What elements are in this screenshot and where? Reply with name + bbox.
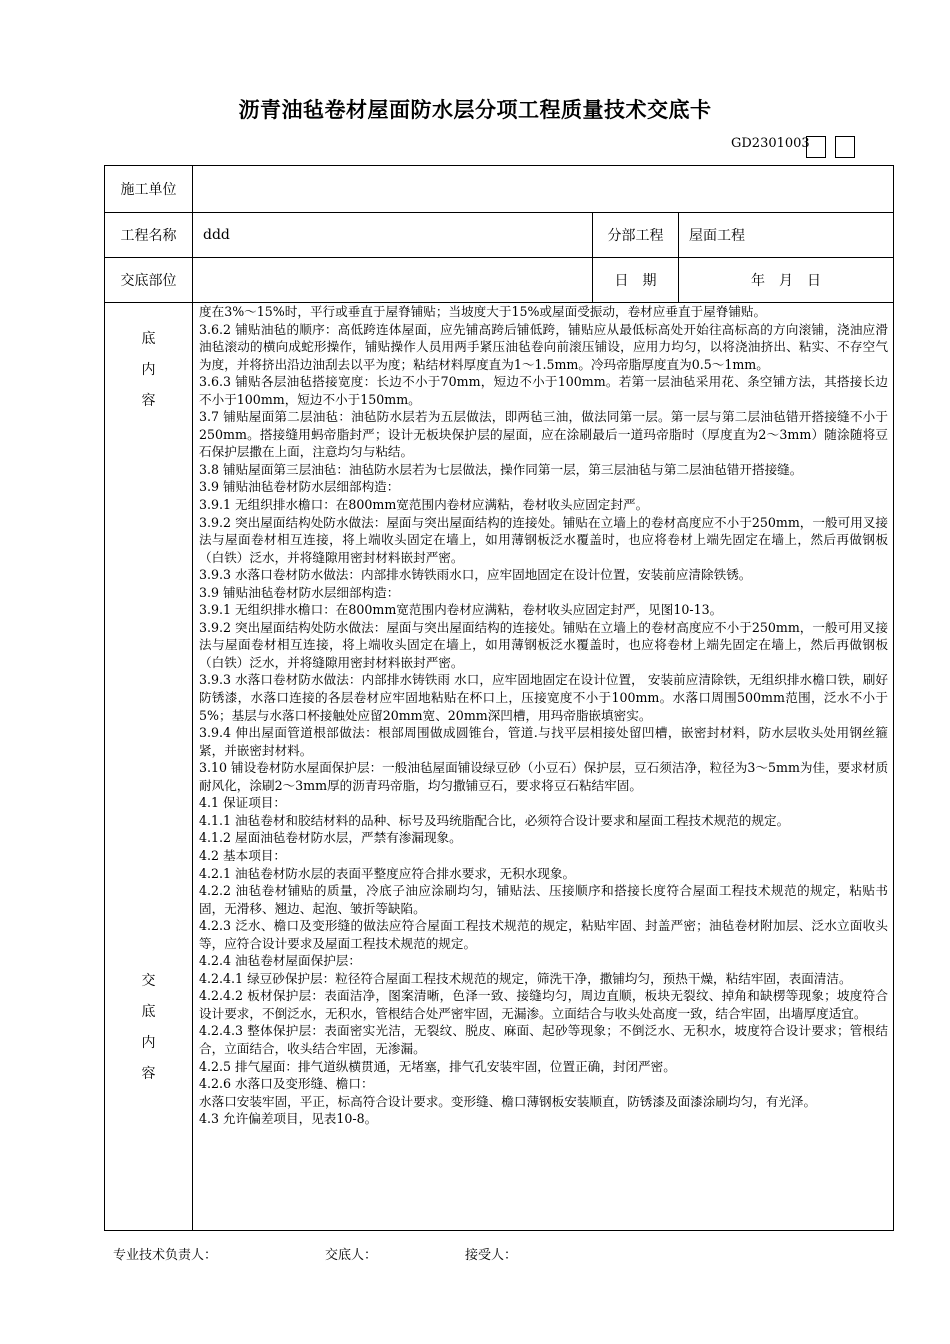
side-char: 内 xyxy=(141,1035,156,1051)
content-paragraph: 4.3 允许偏差项目，见表10-8。 xyxy=(199,1111,378,1127)
content-paragraph: 3.9.2 突出屋面结构处防水做法：屋面与突出屋面结构的连接处。铺贴在立墙上的卷材高度应不小于250mm，一般可用叉接法与屋面卷材相互连接，将上端收头固定在墙上，如用薄钢板泛水覆盖时，也应将卷材上端先固定在墙上，然后再做钢板（白铁）泛水，并将缝隙用密封材料嵌封严密。 xyxy=(199,514,889,565)
part-value[interactable] xyxy=(193,258,593,303)
content-paragraph: 4.1.1 油毡卷材和胶结材料的品种、标号及玛统脂配合比，必须符合设计要求和屋面工程技术规范的规定。 xyxy=(199,812,790,828)
content-paragraph: 3.8 铺贴屋面第三层油毡：油毡防水层若为七层做法，操作同第一层，第三层油毡与第二层油毡错开搭接缝。 xyxy=(199,461,803,477)
content-paragraph: 4.2.1 油毡卷材防水层的表面平整度应符合排水要求，无积水现象。 xyxy=(199,865,576,881)
content-paragraph: 3.9.1 无组织排水檐口：在800mm宽范围内卷材应满粘，卷材收头应固定封严，见图10-13。 xyxy=(199,602,723,618)
row-construction-unit xyxy=(105,166,894,213)
unit-value[interactable] xyxy=(193,166,894,213)
code-checkbox-1[interactable] xyxy=(806,136,826,158)
content-paragraph: 4.1 保证项目： xyxy=(199,795,287,811)
row-project xyxy=(105,213,894,258)
content-paragraph: 4.2.4.3 整体保护层：表面密实光洁，无裂纹、脱皮、麻面、起砂等现象；不倒泛水、无积水，坡度符合设计要求；管根结合，立面结合，收头结合牢固，无渗漏。 xyxy=(199,1023,889,1056)
content-paragraph: 3.7 铺贴屋面第二层油毡：油毡防水层若为五层做法，即两毡三油，做法同第一层。第一层与第二层油毡错开搭接缝不小于250mm。搭接缝用蚂帝脂封严；设计无板块保护层的屋面，应在涂刷最后一道玛帝脂时（厚度直为2～3mm）随涂随将豆石保护层撒在上面，注意均匀与粘结。 xyxy=(199,409,889,460)
content-paragraph: 4.2.4.1 绿豆砂保护层：粒径符合屋面工程技术规范的规定，筛洗干净，撒铺均匀，预热干燥，粘结牢固，表面清洁。 xyxy=(199,970,852,986)
project-label: 工程名称 xyxy=(105,213,193,258)
content-paragraph: 3.9.2 突出屋面结构处防水做法：屋面与突出屋面结构的连接处。铺贴在立墙上的卷材高度应不小于250mm，一般可用叉接法与屋面卷材相互连接，将上端收头固定在墙上，如用薄钢板泛水覆盖时，也应将卷材上端先固定在墙上，然后再做钢板（白铁）泛水，并将缝隙用密封材料嵌封严密。 xyxy=(199,619,889,670)
side-label-top xyxy=(105,324,192,417)
content-paragraph: 4.1.2 屋面油毡卷材防水层，严禁有渗漏现象。 xyxy=(199,830,462,846)
content-paragraph: 3.9 铺贴油毡卷材防水层细部构造： xyxy=(199,479,400,495)
content-paragraph: 4.2.3 泛水、檐口及变形缝的做法应符合屋面工程技术规范的规定，粘贴牢固、封盖严密；油毡卷材附加层、泛水立面收头等，应符合设计要求及屋面工程技术规范的规定。 xyxy=(199,918,889,951)
side-char: 容 xyxy=(141,1066,156,1082)
disclosure-card-table xyxy=(104,165,894,1231)
content-paragraph: 3.6.2 铺贴油毡的顺序：高低跨连体屋面，应先铺高跨后铺低跨，铺贴应从最低标高处开始往高标高的方向滚铺，浇油应滑油毡滚动的横向成蛇形操作，铺贴操作人员用两手紧压油毡卷向前滚压铺设，应用力均匀，以将浇油挤出、粘实、不存空气为度，并将挤出沿边油刮去以平为度；粘结材料厚度直为1～1.5mm。冷玛帝脂厚度直为0.5～1mm。 xyxy=(199,321,889,372)
side-char: 内 xyxy=(141,362,156,378)
date-label: 日 期 xyxy=(593,258,679,303)
content-paragraph: 4.2.6 水落口及变形缝、檐口： xyxy=(199,1076,374,1092)
page-title: 沥青油毡卷材屋面防水层分项工程质量技术交底卡 xyxy=(238,98,712,122)
content-paragraph: 度在3%～15%时，平行或垂直于屋脊铺贴；当坡度大于15%或屋面受振动，卷材应垂直于屋脊铺贴。 xyxy=(199,304,767,319)
content-paragraph: 4.2.5 排气屋面：排气道纵横贯通，无堵塞，排气孔安装牢固，位置正确，封闭严密。 xyxy=(199,1058,676,1074)
content-paragraph: 3.9 铺贴油毡卷材防水层细部构造： xyxy=(199,584,400,600)
content-paragraph: 3.9.3 水落口卷材防水做法：内部排水铸铁雨 水口，应牢固地固定在设计位置， 安装前应清除铁，无组织排水檐口铁，刷好防锈漆，水落口连接的各层卷材应牢固地粘贴在杯口上，压接宽度不小于100mm。水落口周围500mm范围，泛水不小于5%；基层与水落口杯接触处应留20mm宽、20mm深凹槽，用玛帝脂嵌填密实。 xyxy=(199,672,889,723)
content-paragraph: 4.2.4 油毡卷材屋面保护层： xyxy=(199,953,361,969)
side-char: 容 xyxy=(141,393,156,409)
side-char: 底 xyxy=(141,331,156,347)
tech-lead-signature: 专业技术负责人： xyxy=(113,1248,218,1263)
content-paragraph: 4.2.2 油毡卷材铺贴的质量，冷底子油应涂刷均匀，铺贴法、压接顺序和搭接长度符合屋面工程技术规范的规定，粘贴书固，无滑移、翘边、起泡、皱折等缺陷。 xyxy=(199,883,889,916)
receiver-signature: 接受人： xyxy=(465,1248,518,1263)
side-char: 底 xyxy=(141,1004,156,1020)
content-paragraph: 3.9.4 伸出屋面管道根部做法：根部周围做成圆锥台，管道.与找平层相接处留凹槽，嵌密封材料，防水层收头处用钢丝箍紧，并嵌密封材料。 xyxy=(199,725,889,758)
content-paragraph: 3.9.3 水落口卷材防水做法：内部排水铸铁雨水口，应牢固地固定在设计位置，安装前应清除铁锈。 xyxy=(199,567,752,583)
discloser-signature: 交底人： xyxy=(325,1248,378,1263)
side-label-bottom xyxy=(105,966,192,1090)
content-paragraph: 4.2.4.2 板材保护层：表面洁净，图案清晰，色泽一致、接缝均匀，周边直顺，板块无裂纹、掉角和缺楞等现象；坡度符合设计要求，不倒泛水，无积水，管根结合处严密牢固，无漏渗。立面结合与收头处高度一致，结合牢固，出墙厚度适宜。 xyxy=(199,988,889,1021)
sub-project-value[interactable]: 屋面工程 xyxy=(679,213,894,258)
date-value[interactable]: 年 月 日 xyxy=(679,258,894,303)
content-body xyxy=(199,303,888,1128)
content-paragraph: 3.6.3 铺贴各层油毡搭接宽度：长边不小于70mm，短边不小于100mm。若第一层油毡采用花、条空铺方法，其搭接长边不小于100mm，短边不小于150mm。 xyxy=(199,374,889,407)
content-paragraph: 3.9.1 无组织排水檐口：在800mm宽范围内卷材应满粘，卷材收头应固定封严。 xyxy=(199,497,649,513)
content-paragraph: 3.10 铺设卷材防水屋面保护层：一般油毡屋面铺设绿豆砂（小豆石）保护层，豆石须洁净，粒径为3～5mm为佳，要求材质耐风化，涂刷2～3mm厚的沥青玛帝脂，均匀撒铺豆石，要求将豆石粘结牢固。 xyxy=(199,760,889,793)
code-checkbox-2[interactable] xyxy=(835,136,855,158)
unit-label: 施工单位 xyxy=(105,166,193,213)
content-paragraph: 4.2 基本项目： xyxy=(199,847,287,863)
disclosure-content xyxy=(193,303,894,1231)
project-value[interactable]: ddd xyxy=(193,213,593,258)
side-char: 交 xyxy=(141,973,156,989)
side-label-column xyxy=(105,303,193,1231)
part-label: 交底部位 xyxy=(105,258,193,303)
content-paragraph: 水落口安装牢固，平正，标高符合设计要求。变形缝、檐口薄钢板安装顺直，防锈漆及面漆涂刷均匀，有光泽。 xyxy=(199,1093,817,1109)
document-code: GD2301003 xyxy=(731,136,810,151)
sub-project-label: 分部工程 xyxy=(593,213,679,258)
row-content xyxy=(105,303,894,1231)
row-disclosure-part xyxy=(105,258,894,303)
